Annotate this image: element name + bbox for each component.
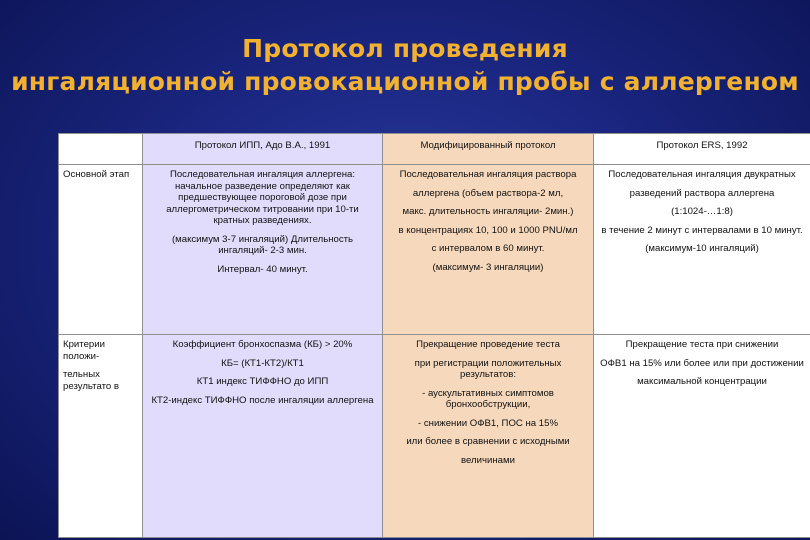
- cell-paragraph: Прекращение теста при снижении: [625, 339, 779, 350]
- row-label-text: Критерии положи-: [63, 339, 105, 362]
- cell-paragraph: макс. длительность ингаляции- 2мин.): [402, 206, 574, 217]
- cell-paragraph: Последовательная ингаляция двукратных: [608, 169, 796, 180]
- cell-paragraph: Прекращение проведение теста: [416, 339, 560, 350]
- cell-paragraph: с интервалом в 60 минут.: [431, 243, 545, 254]
- cell-paragraph: Последовательная ингаляция раствора: [399, 169, 577, 180]
- cell-paragraph: - аускультативных симптомов бронхообструкции,: [422, 387, 554, 410]
- cell-ers-main-stage: [594, 165, 810, 335]
- header-ers-protocol: Протокол ERS, 1992: [594, 134, 810, 165]
- header-cell-empty: [59, 134, 143, 165]
- cell-paragraph: разведений раствора аллергена: [629, 187, 775, 199]
- cell-paragraph: при регистрации положительных результатов:: [414, 357, 562, 380]
- row-label-main-stage: [59, 165, 143, 335]
- row-label-text: тельных результато в: [63, 369, 119, 392]
- table-row-main-stage: [59, 165, 810, 335]
- header-modified-protocol: Модифицированный протокол: [383, 134, 594, 165]
- cell-paragraph: (максимум 3-7 ингаляций) Длительность ингаляций- 2-3 мин.: [171, 233, 354, 256]
- cell-paragraph: (максимум-10 ингаляций): [645, 243, 759, 254]
- protocol-table: [58, 133, 810, 538]
- cell-modified-positive-criteria: [383, 335, 594, 538]
- cell-paragraph: величинами: [461, 454, 515, 466]
- cell-paragraph: Последовательная ингаляция аллергена: начальное разведение определяют как предшествующее пороговой дозе при аллергометрическом титровании при 10-ти кратных разведениях.: [166, 169, 359, 226]
- table-header-row: [59, 134, 810, 165]
- cell-paragraph: Коэффициент бронхоспазма (КБ) > 20%: [172, 339, 353, 350]
- cell-paragraph: КБ= (КТ1-КТ2)/КТ1: [221, 357, 304, 369]
- row-label-text: Основной этап: [63, 169, 130, 180]
- cell-paragraph: (1:1024-…1:8): [671, 206, 733, 217]
- table-row-positive-criteria: [59, 335, 810, 538]
- cell-paragraph: ОФВ1 на 15% или более или при достижении: [600, 357, 804, 369]
- cell-paragraph: КТ1 индекс ТИФФНО до ИПП: [196, 376, 329, 387]
- row-label-positive-criteria: [59, 335, 143, 538]
- cell-ers-positive-criteria: [594, 335, 810, 538]
- cell-paragraph: КТ2-индекс ТИФФНО после ингаляции аллергена: [151, 394, 374, 406]
- cell-paragraph: в течение 2 минут с интервалами в 10 минут.: [601, 224, 803, 236]
- header-ado-protocol: Протокол ИПП, Адо В.А., 1991: [143, 134, 383, 165]
- cell-ado-positive-criteria: [143, 335, 383, 538]
- cell-paragraph: (максимум- 3 ингаляции): [432, 261, 544, 273]
- slide-title-line1: Протокол проведения: [242, 34, 568, 63]
- cell-paragraph: аллергена (объем раствора-2 мл,: [412, 187, 564, 199]
- cell-paragraph: Интервал- 40 минут.: [217, 263, 308, 275]
- cell-paragraph: в концентрациях 10, 100 и 1000 PNU/мл: [398, 224, 578, 236]
- cell-paragraph: или более в сравнении с исходными: [406, 436, 570, 447]
- cell-paragraph: максимальной концентрации: [637, 376, 767, 387]
- cell-ado-main-stage: [143, 165, 383, 335]
- cell-modified-main-stage: [383, 165, 594, 335]
- slide-title-line2: ингаляционной провокационной пробы с аллергеном: [11, 67, 799, 96]
- cell-paragraph: - снижении ОФВ1, ПОС на 15%: [417, 417, 559, 429]
